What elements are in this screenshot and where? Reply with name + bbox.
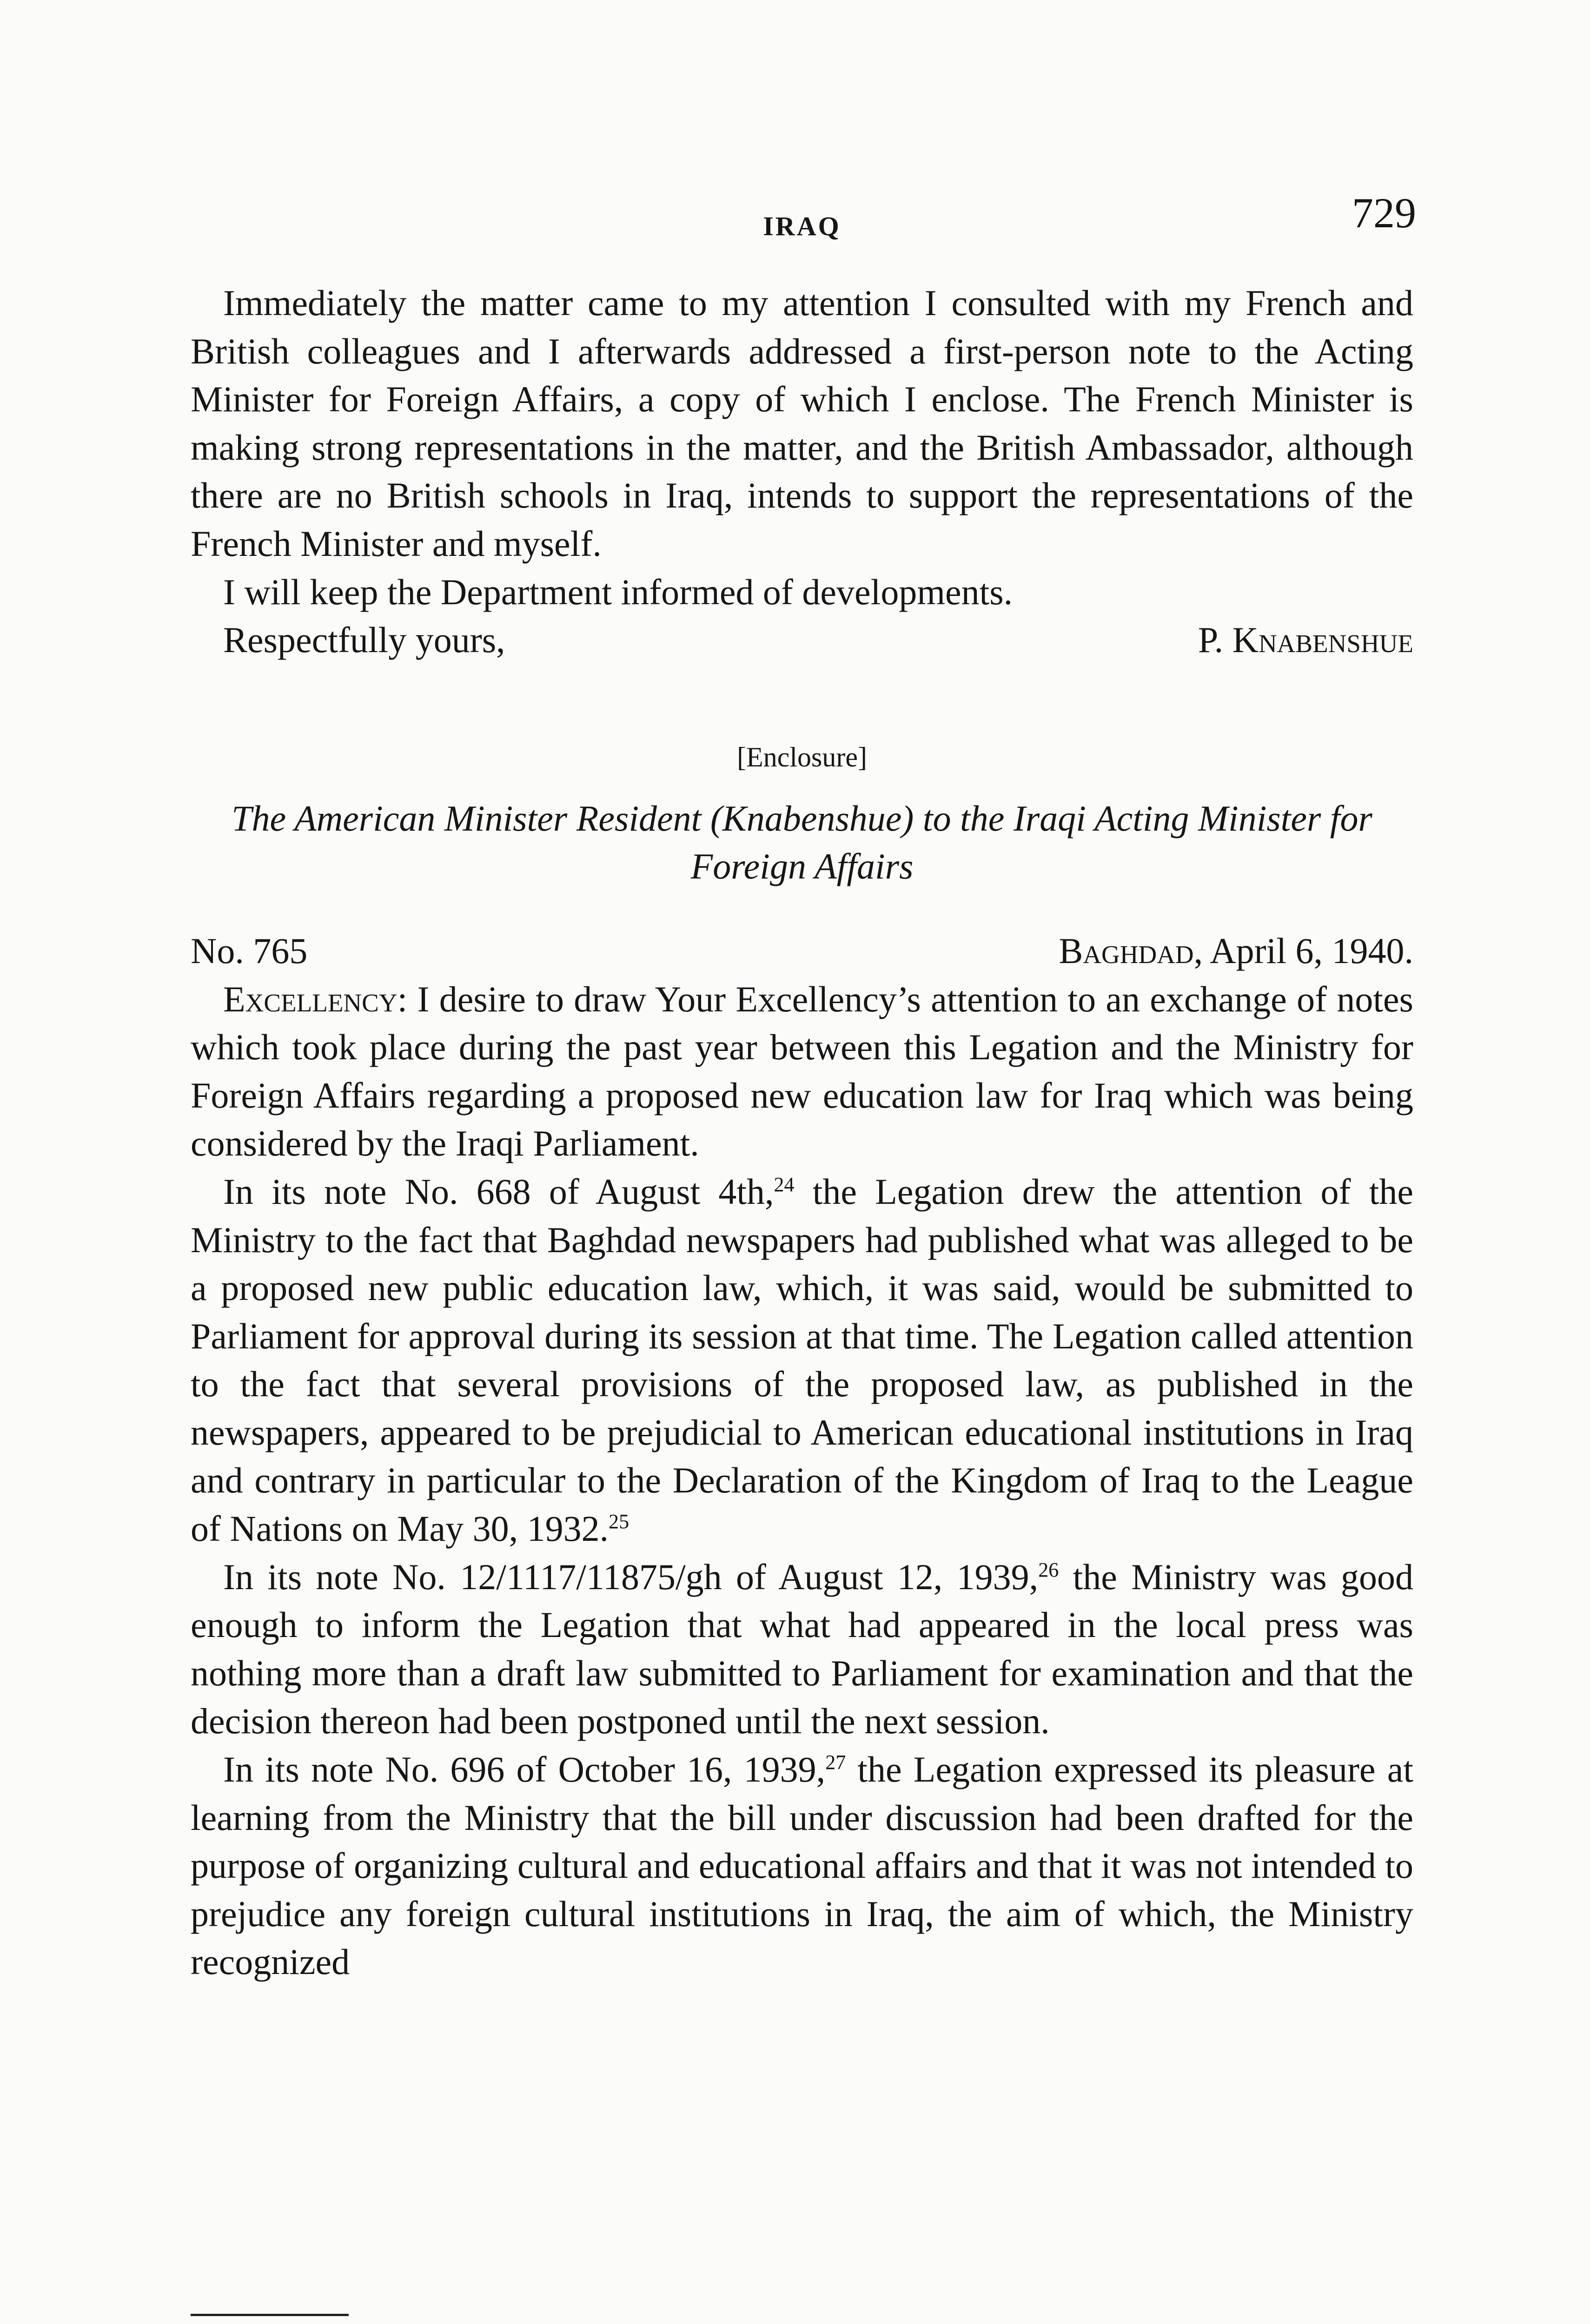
enclosure-label: [Enclosure]	[737, 741, 867, 772]
dateline-place: Baghdad	[1059, 930, 1194, 971]
body-paragraph: Immediately the matter came to my attention I consulted with my French and British colleagues and I afterwards addressed a first-person note to the Acting Minister for Foreign Affairs, a copy of which I enclose. The French Minister is making strong representations in the matter, and the British Ambassador, although there are no British schools in Iraq, intends to support the representations of the French Minister and myself.	[191, 283, 1413, 564]
letter-body	[191, 279, 1413, 1986]
paragraph-text: the Ministry was good enough to inform the Legation that what had appeared in the local press was nothing more than a draft law submitted to Parliament for examination and that the decision thereon had been postponed until the next session.	[191, 1556, 1413, 1742]
page-header	[191, 184, 1416, 241]
running-head: IRAQ	[763, 211, 841, 241]
enclosure-paragraph	[191, 1745, 1413, 1986]
paragraph-text: In its note No. 12/1117/11875/gh of August 12, 1939,	[223, 1556, 1039, 1597]
paragraph-text: In its note No. 696 of October 16, 1939,	[223, 1749, 826, 1790]
closing: Respectfully yours,	[223, 620, 505, 660]
note-number: No. 765	[191, 930, 308, 971]
footnote-ref: 24	[774, 1173, 795, 1196]
paragraph-text: the Legation drew the attention of the Ministry to the fact that Baghdad newspapers had published what was alleged to be a proposed new public education law, which, it was said, would be submitted to Parliament for approval during its session at that time. The Legation called attention to the fact that several provisions of the proposed law, as published in the newspapers, appeared to be prejudicial to American educational institutions in Iraq and contrary in particular to the Declaration of the Kingdom of Iraq to the League of Nations on May 30, 1932.	[191, 1171, 1413, 1549]
dateline	[1059, 927, 1413, 975]
enclosure-paragraph	[191, 975, 1413, 1168]
signature-row	[191, 616, 1413, 664]
enclosure-title: The American Minister Resident (Knabenshue) to the Iraqi Acting Minister for Foreign Affairs	[232, 798, 1372, 887]
paragraph-text: In its note No. 668 of August 4th,	[223, 1171, 774, 1212]
footnote-ref: 25	[609, 1510, 629, 1533]
dateline-date: , April 6, 1940.	[1193, 930, 1413, 971]
footnote-ref: 26	[1038, 1558, 1059, 1581]
footnote-rule	[191, 2314, 349, 2316]
document-page	[191, 0, 1416, 2324]
enclosure-paragraph	[191, 1168, 1413, 1553]
enclosure-paragraph	[191, 1553, 1413, 1745]
dateline-row	[191, 927, 1413, 975]
body-paragraph: I will keep the Department informed of developments.	[223, 571, 1013, 612]
salutation: Excellency	[223, 978, 398, 1019]
paragraph-text: the Legation expressed its pleasure at learning from the Ministry that the bill under discussion had been drafted for the purpose of organizing cultural and educational affairs and that it was not intended to prejudice any foreign cultural institutions in Iraq, the aim of which, the Ministry recognized	[191, 1749, 1413, 1982]
page-number: 729	[1352, 189, 1416, 237]
footnote-ref: 27	[825, 1751, 846, 1774]
signature: P. Knabenshue	[1198, 620, 1413, 660]
paragraph-text: : I desire to draw Your Excellency’s attention to an exchange of notes which took place during the past year between this Legation and the Ministry for Foreign Affairs regarding a proposed new education law for Iraq which was being considered by the Iraqi Parliament.	[191, 978, 1413, 1164]
